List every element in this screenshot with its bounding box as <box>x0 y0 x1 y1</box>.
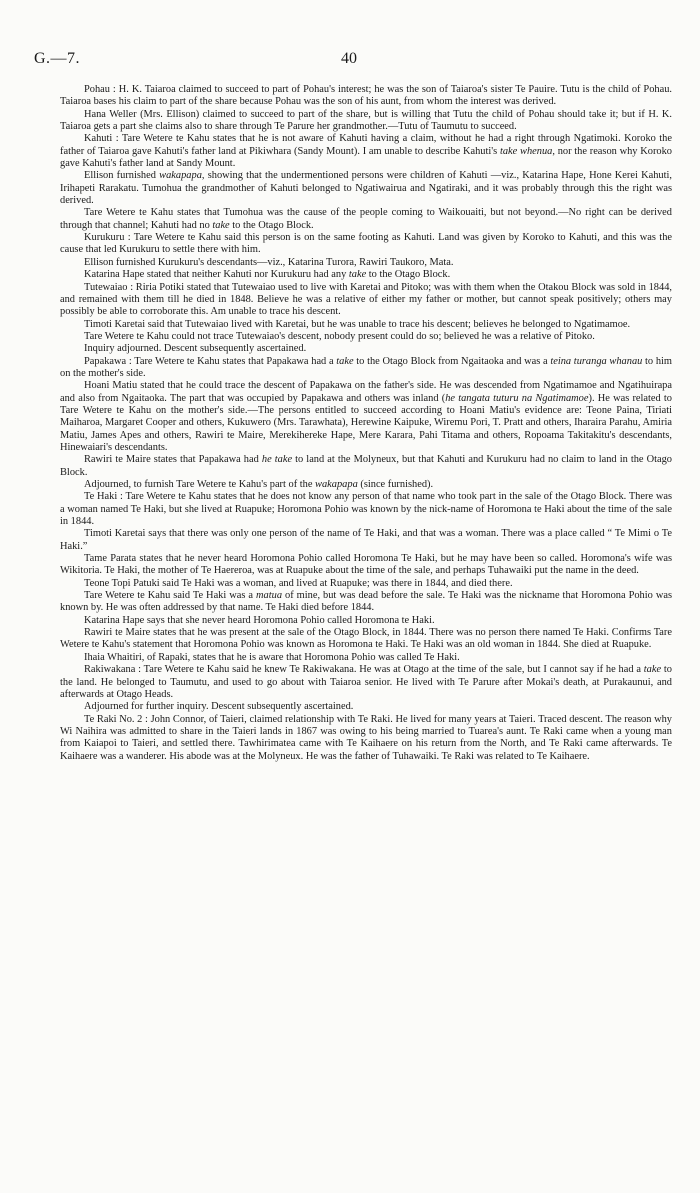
paragraph: Tutewaiao : Riria Potiki stated that Tutewaiao used to live with Karetai and Pitoko; was with them when the Otakou Block was sold in 1844, and remained with them till he died in 1848. Believe he was a relative of either my father or mother, but cannot speak positively; others may possibly be able to corroborate this. Am unable to trace his descent. <box>60 281 672 318</box>
paragraph: Ellison furnished Kurukuru's descendants—viz., Katarina Turora, Rawiri Taukoro, Mata. <box>84 256 454 268</box>
paragraph: Ellison furnished wakapapa, showing that the undermentioned persons were children of Kahuti —viz., Katarina Hape, Hone Kerei Kahuti, Irihapeti Rarakatu. Tumohua the grandmother of Kahuti belonged to Ngatiwairua and Ngatiraki, and it was probably through this the right was derived. <box>60 170 672 207</box>
paragraph: Adjourned for further inquiry. Descent subsequently ascertained. <box>84 701 354 713</box>
paragraph: Ihaia Whaitiri, of Rapaki, states that he is aware that Horomona Pohio was called Te Haki. <box>84 651 460 663</box>
paragraph: Te Haki : Tare Wetere te Kahu states that he does not know any person of that name who took part in the sale of the Otago Block. There was a woman named Te Haki, but she lived at Ruapuke; Horomona Pohio was known by the nick-name of Horomona te Haki about the time of the sale in 1844. <box>60 491 672 528</box>
body-text <box>60 84 672 763</box>
paragraph: Inquiry adjourned. Descent subsequently ascertained. <box>84 343 307 355</box>
paragraph: Timoti Karetai said that Tutewaiao lived with Karetai, but he was unable to trace his descent; believes he belonged to Ngatimamoe. <box>84 318 631 330</box>
paragraph: Rawiri te Maire states that Papakawa had he take to land at the Molyneux, but that Kahuti and Kurukuru had no claim to land in the Otago Block. <box>60 454 673 478</box>
paragraph: Kurukuru : Tare Wetere te Kahu said this person is on the same footing as Kahuti. Land was given by Koroko to Kahuti, and this was the cause that led Kurukuru to settle there with him. <box>60 232 672 256</box>
paragraph: Rakiwakana : Tare Wetere te Kahu said he knew Te Rakiwakana. He was at Otago at the time of the sale, but I cannot say if he had a take to the land. He belonged to Taumutu, and used to go about with Taiaroa senior. He lived with Te Parure after Mokai's death, at Purakaunui, and afterwards at Otago Heads. <box>60 664 672 700</box>
paragraph: Te Raki No. 2 : John Connor, of Taieri, claimed relationship with Te Raki. He lived for many years at Taieri. Traced descent. The reason why Wi Naihira was admitted to share in the Taieri lands in 1867 was owing to his being married to Tuarea's aunt. Te Raki came when a young man from Kaiapoi to Taieri, and settled there. Tawhirimatea came with Te Kaihaere on his return from the North, and Te Raki came afterwards. Te Kaihaere was a wanderer. His abode was at the Molyneux. He was the father of Tuhawaiki. Te Raki was related to Te Kaihaere. <box>60 713 672 762</box>
paragraph: Tame Parata states that he never heard Horomona Pohio called Horomona Te Haki, but he may have been so called. Horomona's wife was Wikitoria. Te Haki, the mother of Te Haererоa, was at Ruapuke about the time of the sale, and perhaps Tuhawaiki put the name in the deed. <box>60 553 672 577</box>
paragraph: Adjourned, to furnish Tare Wetere te Kahu's part of the wakapapa (since furnished). <box>84 479 434 490</box>
paragraph: Rawiri te Maire states that he was present at the sale of the Otago Block, in 1844. There was no person there named Te Haki. Confirms Tare Wetere te Kahu's statement that Horomona Pohio was known as Horomona te Haki. Te Haki was an old woman in 1844. She died at Ruapuke. <box>60 627 672 651</box>
paragraph: Katarina Hape says that she never heard Horomona Pohio called Horomona te Haki. <box>84 614 435 626</box>
paragraph: Hoani Matiu stated that he could trace the descent of Papakawa on the father's side. He was descended from Ngatimamoe and Ngatihuirapa and also from Ngaitaoka. The part that was occupied by Papakawa and others was inland (he tangata tuturu na Ngatimamoe). He was related to Tare Wetere te Kahu on the mother's side.—The persons entitled to succeed according to Hoani Matiu's evidence are: Teone Paina, Tiriati Maiharoa, Margaret Cooper and others, Kukuwero (Mrs. Tarawhata), Herewine Kaipuke, Wiremu Pori, T. Pratt and others, Iharaira Parahu, Amiria Matiu, James Apes and others, Rawiri te Maire, Merekihereke Hape, Mere Karara, Pahi Titama and others, Ropoama Takitakitu's descendants, Hinewaiari's descendants. <box>60 380 673 453</box>
paragraph: Timoti Karetai says that there was only one person of the name of Te Haki, and that was a woman. There was a place called “ Te Mimi o Te Haki.” <box>60 528 672 552</box>
paragraph: Tare Wetere te Kahu states that Tumohua was the cause of the people coming to Waikouaiti, but not beyond.—No right can be derived through that channel; Kahuti had no take to the Otago Block. <box>60 207 672 231</box>
paragraph: Hana Weller (Mrs. Ellison) claimed to succeed to part of the share, but is willing that Tutu the child of Pohau should take it; but if H. K. Taiaroa gets a part she claims also to share through Te Parure her grandmother.—Tutu of Taumutu to succeed. <box>60 108 672 133</box>
paragraph: Teone Topi Patuki said Te Haki was a woman, and lived at Ruapuke; was there in 1844, and died there. <box>84 577 513 589</box>
paragraph: Tare Wetere te Kahu said Te Haki was a matua of mine, but was dead before the sale. Te Haki was the nickname that Horomona Pohio was known by. He was often addressed by that name. Te Haki died before 1844. <box>60 590 672 614</box>
paragraph: Papakawa : Tare Wetere te Kahu states that Papakawa had a take to the Otago Block from Ngaitaoka and was a teina turanga whanau to him on the mother's side. <box>60 355 673 379</box>
page-number: 40 <box>341 50 357 67</box>
paragraph: Kahuti : Tare Wetere te Kahu states that he is not aware of Kahuti having a claim, without he had a right through Ngatimoki. Koroko the father of Taiaroa gave Kahuti's father land at Pikiwhara (Sandy Mount). I am unable to describe Kahuti's take whenua, nor the reason why Koroko gave Kahuti's father land at Sandy Mount. <box>60 133 672 170</box>
paragraph: Tare Wetere te Kahu could not trace Tutewaiao's descent, nobody present could do so; believed he was a relative of Pitoko. <box>84 330 595 342</box>
paragraph: Katarina Hape stated that neither Kahuti nor Kurukuru had any take to the Otago Block. <box>84 269 451 281</box>
paragraph: Pohau : H. K. Taiaroa claimed to succeed to part of Pohau's interest; he was the son of Taiaroa's sister Te Pauire. Tutu is the child of Pohau. Taiaroa bases his claim to part of the share because Pohau was the son of his aunt, from whom the interest was derived. <box>60 84 672 108</box>
document-reference: G.—7. <box>34 50 81 67</box>
